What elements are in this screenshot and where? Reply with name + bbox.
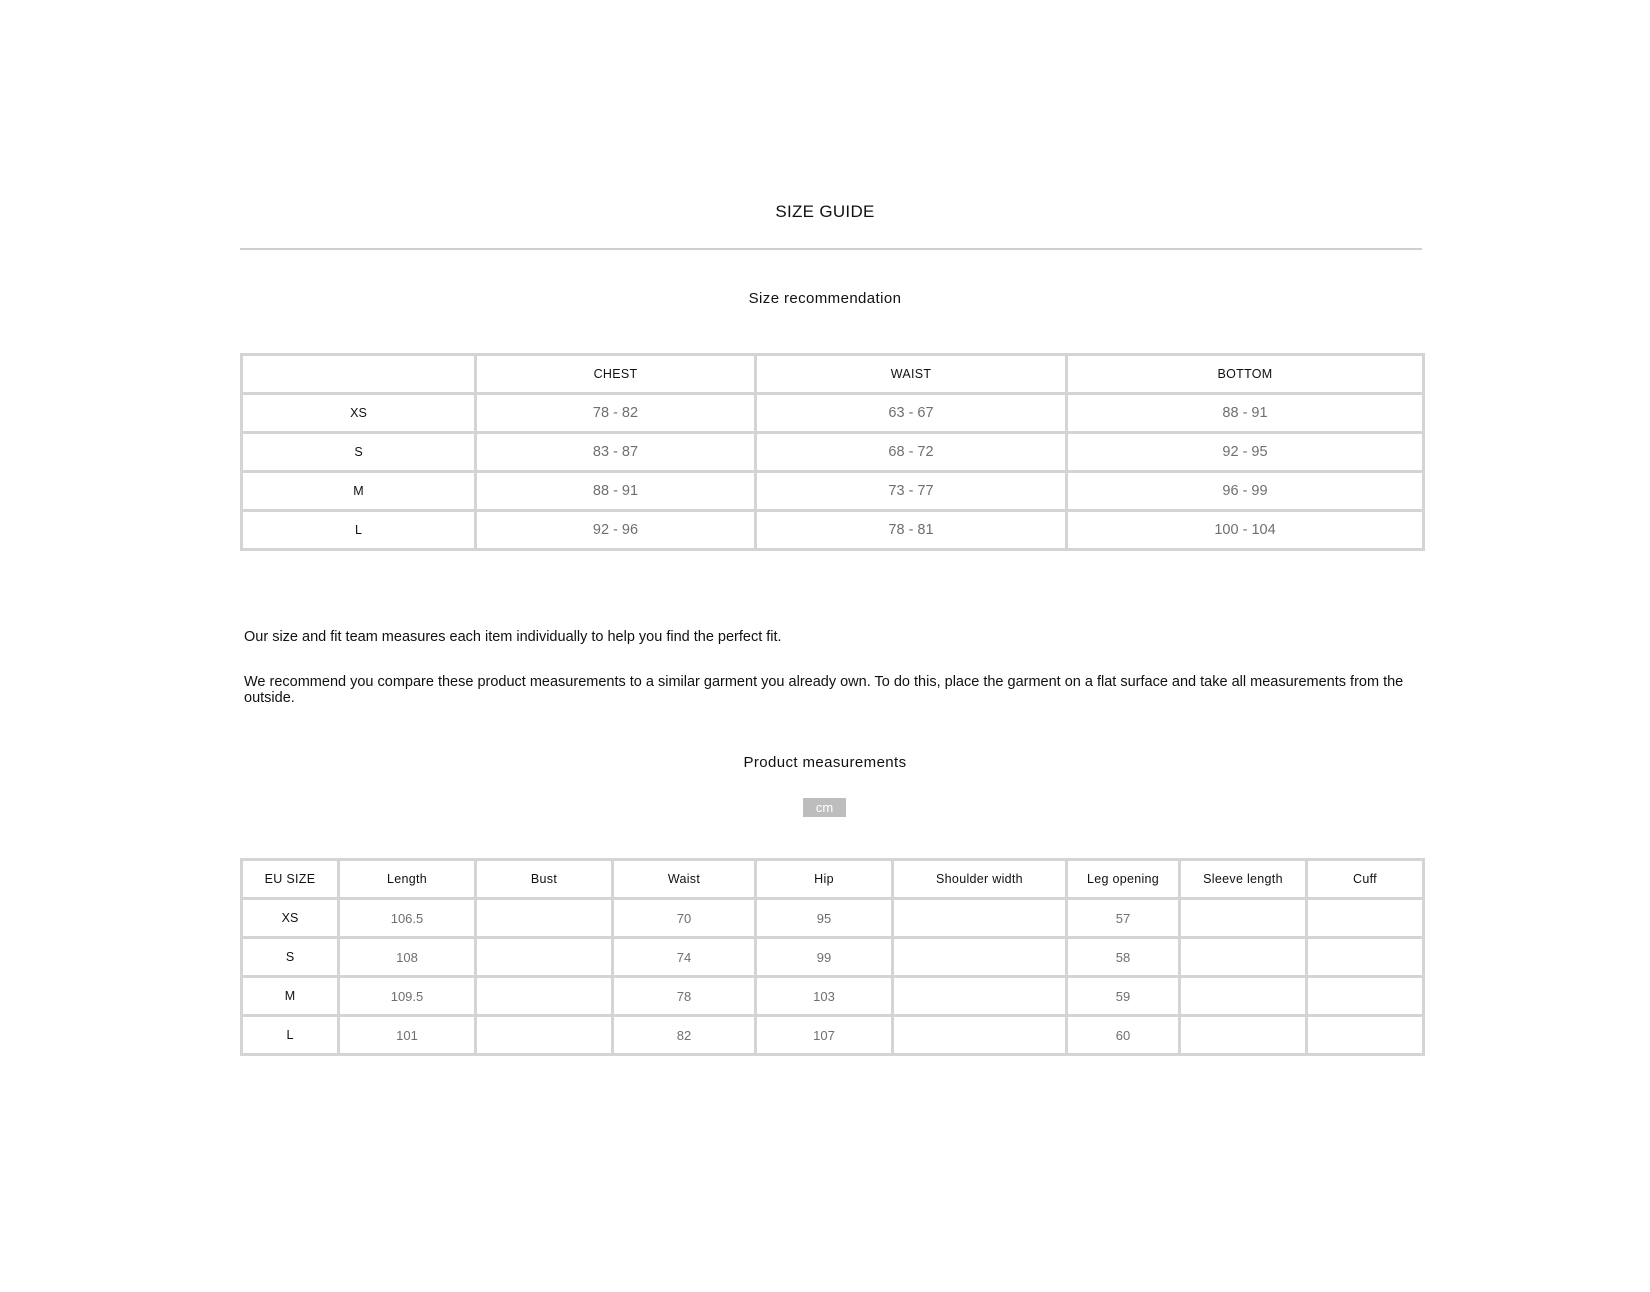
hip-cell: 95 xyxy=(756,899,893,938)
hip-cell: 107 xyxy=(756,1016,893,1055)
waist-cell: 68 - 72 xyxy=(756,433,1067,472)
sleeve-length-cell xyxy=(1180,977,1307,1016)
leg-opening-cell: 59 xyxy=(1067,977,1180,1016)
cuff-cell xyxy=(1307,899,1424,938)
shoulder-width-cell xyxy=(893,938,1067,977)
size-cell: M xyxy=(242,472,476,511)
header-cell: Sleeve length xyxy=(1180,860,1307,899)
size-cell: L xyxy=(242,1016,339,1055)
table-row xyxy=(242,938,1424,977)
header-cell: Shoulder width xyxy=(893,860,1067,899)
sleeve-length-cell xyxy=(1180,1016,1307,1055)
cuff-cell xyxy=(1307,977,1424,1016)
waist-cell: 74 xyxy=(613,938,756,977)
waist-cell: 73 - 77 xyxy=(756,472,1067,511)
length-cell: 108 xyxy=(339,938,476,977)
product-measurements-table xyxy=(240,858,1425,1056)
leg-opening-cell: 57 xyxy=(1067,899,1180,938)
measure-instructions-paragraph: We recommend you compare these product measurements to a similar garment you already own. To do this, place the garment on a flat surface and take all measurements from the outside. xyxy=(244,674,1404,706)
size-cell: S xyxy=(242,938,339,977)
size-cell: M xyxy=(242,977,339,1016)
table-row xyxy=(242,394,1424,433)
chest-cell: 78 - 82 xyxy=(476,394,756,433)
length-cell: 101 xyxy=(339,1016,476,1055)
table-row xyxy=(242,511,1424,550)
sleeve-length-cell xyxy=(1180,899,1307,938)
bottom-cell: 92 - 95 xyxy=(1067,433,1424,472)
waist-cell: 63 - 67 xyxy=(756,394,1067,433)
bottom-cell: 100 - 104 xyxy=(1067,511,1424,550)
size-cell: XS xyxy=(242,394,476,433)
header-cell: EU SIZE xyxy=(242,860,339,899)
bottom-cell: 88 - 91 xyxy=(1067,394,1424,433)
bottom-cell: 96 - 99 xyxy=(1067,472,1424,511)
bust-cell xyxy=(476,977,613,1016)
fit-note-paragraph: Our size and fit team measures each item individually to help you find the perfect fit. xyxy=(244,629,782,645)
table-row xyxy=(242,472,1424,511)
table-header-row xyxy=(242,355,1424,394)
length-cell: 109.5 xyxy=(339,977,476,1016)
table-row xyxy=(242,1016,1424,1055)
size-recommendation-title: Size recommendation xyxy=(748,290,902,307)
chest-cell: 92 - 96 xyxy=(476,511,756,550)
bust-cell xyxy=(476,899,613,938)
header-cell: Cuff xyxy=(1307,860,1424,899)
size-cell: S xyxy=(242,433,476,472)
cuff-cell xyxy=(1307,938,1424,977)
sleeve-length-cell xyxy=(1180,938,1307,977)
waist-cell: 78 - 81 xyxy=(756,511,1067,550)
leg-opening-cell: 58 xyxy=(1067,938,1180,977)
waist-cell: 82 xyxy=(613,1016,756,1055)
page-title: SIZE GUIDE xyxy=(775,202,875,221)
shoulder-width-cell xyxy=(893,899,1067,938)
shoulder-width-cell xyxy=(893,977,1067,1016)
size-cell: XS xyxy=(242,899,339,938)
bust-cell xyxy=(476,938,613,977)
header-cell: Hip xyxy=(756,860,893,899)
waist-cell: 70 xyxy=(613,899,756,938)
header-cell: CHEST xyxy=(476,355,756,394)
header-cell: WAIST xyxy=(756,355,1067,394)
title-divider xyxy=(240,248,1422,250)
table-row xyxy=(242,977,1424,1016)
size-recommendation-table xyxy=(240,353,1425,551)
size-cell: L xyxy=(242,511,476,550)
header-cell: BOTTOM xyxy=(1067,355,1424,394)
header-cell: Waist xyxy=(613,860,756,899)
chest-cell: 88 - 91 xyxy=(476,472,756,511)
header-cell xyxy=(242,355,476,394)
shoulder-width-cell xyxy=(893,1016,1067,1055)
table-row xyxy=(242,433,1424,472)
chest-cell: 83 - 87 xyxy=(476,433,756,472)
length-cell: 106.5 xyxy=(339,899,476,938)
table-row xyxy=(242,899,1424,938)
header-cell: Length xyxy=(339,860,476,899)
bust-cell xyxy=(476,1016,613,1055)
product-measurements-title: Product measurements xyxy=(743,754,907,771)
waist-cell: 78 xyxy=(613,977,756,1016)
unit-toggle-cm[interactable]: cm xyxy=(803,798,846,817)
header-cell: Leg opening xyxy=(1067,860,1180,899)
table-header-row xyxy=(242,860,1424,899)
header-cell: Bust xyxy=(476,860,613,899)
leg-opening-cell: 60 xyxy=(1067,1016,1180,1055)
hip-cell: 103 xyxy=(756,977,893,1016)
hip-cell: 99 xyxy=(756,938,893,977)
cuff-cell xyxy=(1307,1016,1424,1055)
